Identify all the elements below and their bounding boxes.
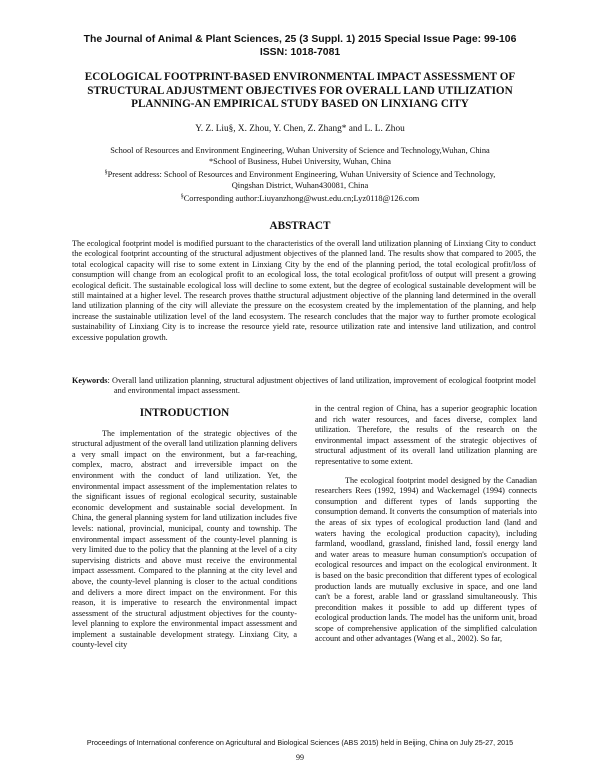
corresponding-emails: Corresponding author:Liuyanzhong@wust.edu.cn;Lyz0118@126.com — [183, 194, 420, 203]
journal-header — [0, 33, 600, 59]
title-line-2: STRUCTURAL ADJUSTMENT OBJECTIVES FOR OVERALL LAND UTILIZATION — [87, 84, 513, 97]
column-right — [315, 404, 537, 645]
corresponding-author — [60, 192, 540, 204]
author-list: Y. Z. Liu§, X. Zhou, Y. Chen, Z. Zhang* and L. L. Zhou — [195, 124, 405, 134]
keywords-label: Keywords — [72, 376, 108, 385]
keywords — [72, 376, 536, 397]
paper-title — [60, 71, 540, 112]
intro-paragraph-2: The ecological footprint model designed by the Canadian researchers Rees (1992, 1994) and Wackernagel (1994) connects consumption and different types of lands supporting the consumption demand. It converts the consumption of materials into the areas of six types of ecological production land (land and waters having the ecological production capacity), including farmland, woodland, grassland, finished land, fossil energy land and water areas to measure human consumption's occupation of ecological resources and impact on the ecological environment. It is based on the basic precondition that different types of ecological production lands are mutually exclusive in space, and one land can't be a forest, arable land or grassland simultaneously. This precondition makes it possible to add up different types of ecological production lands. The model has the uniform unit, broad scope of comprehensive application of the simplified calculation account and other advantages (Wang et al., 2002). So far, — [315, 475, 537, 644]
column-left — [72, 404, 297, 651]
keywords-text: : Overall land utilization planning, structural adjustment objectives of land utilization, improvement of ecological footprint model and environmental impact assessment. — [107, 376, 536, 396]
journal-issn: ISSN: 1018-7081 — [259, 47, 341, 58]
intro-paragraph-1: The implementation of the strategic objectives of the structural adjustment of the overall land utilization planning delivers a very small impact on the environment, but a far-reaching, complex, macro, abstract and irreversible impact on the environment with the conduct of land utilization. Yet, the environmental impact assessment of the implementation relates to the significant issues of regional ecological security, sustainable economic development and sustainable social development. In China, the general planning system for land utilization includes five levels: national, provincial, municipal, county and township. The environmental impact assessment of the county-level planning is very limited due to the policy that the planning at the level of a city supervising districts and above must receive the environmental impact assessment. Compared to the planning at the city level and above, the county-level planning is closer to the actual conditions and delivers a more direct impact on the environment. For this reason, it is imperative to research the environmental impact assessment of the structural adjustment objectives for the county-level planning to explore the environmental impact assessment and implement a sustainable development strategy. Linxiang City, a county-level city — [72, 428, 297, 650]
intro-paragraph-1-continued: in the central region of China, has a superior geographic location and rich water resources, and faces diverse, complex land utilization. Therefore, the results of the research on the environmental impact assessment of the strategic objectives of structural adjustment of its overall land utilization planning are representative to some extent. — [315, 404, 537, 466]
affiliation-3-line-2: Qingshan District, Wuhan430081, China — [231, 181, 369, 190]
introduction-heading: INTRODUCTION — [139, 407, 230, 419]
title-line-1: ECOLOGICAL FOOTPRINT-BASED ENVIRONMENTAL IMPACT ASSESSMENT OF — [84, 71, 516, 83]
corresponding-mark: § — [180, 194, 184, 200]
journal-citation: The Journal of Animal & Plant Sciences, 25 (3 Suppl. 1) 2015 Special Issue Page: 99-106 — [83, 34, 517, 45]
proceedings-footer: Proceedings of International conference on Agricultural and Biological Sciences (ABS 2015) held in Beijing, China on July 25-27, 2015 — [86, 738, 514, 747]
affiliation-3 — [60, 168, 540, 191]
title-line-3: PLANNING-AN EMPIRICAL STUDY BASED ON LINXIANG CITY — [131, 98, 469, 111]
affiliation-3-line-1: Present address: School of Resources and Environment Engineering, Wuhan University of Science and Technology, — [107, 170, 496, 179]
abstract-heading: ABSTRACT — [269, 220, 331, 232]
page-number: 99 — [296, 753, 304, 762]
affiliation-1: School of Resources and Environment Engineering, Wuhan University of Science and Technology,Wuhan, China — [110, 146, 490, 155]
abstract-text: The ecological footprint model is modified pursuant to the characteristics of the overall land utilization planning of Linxiang City to conduct the ecological footprint accounting of the structural adjustment objectives of the planned land. The results show that compared to 2005, the total ecological capacity will rise to some extent in Linxiang City by the end of the planning period, the total ecological profit/loss of consumption will change from an ecological profit to an ecological loss, the total ecological profit/loss of output will present a growing ecological deficit. The sustainable ecological loss will decline to some extent, but the degree of ecological sustainable development will be still maintained at a higher level. The research proves thatthe structural adjustment objective of the planning land determined in the overall land utilization planning of the city will alleviate the pressure on the ecosystem created by the implementation of the planning, and help increase the sustainable utilization level of the land ecosystem. The research concludes that the major way to further promote ecological sustainability of Linxiang City is to increase the resource yield rate, resource utilization rate and intensive land utilization, and control excessive population growth. — [72, 239, 536, 342]
affiliation-2: *School of Business, Hubei University, Wuhan, China — [208, 157, 392, 166]
affiliation-3-mark: § — [104, 170, 108, 176]
